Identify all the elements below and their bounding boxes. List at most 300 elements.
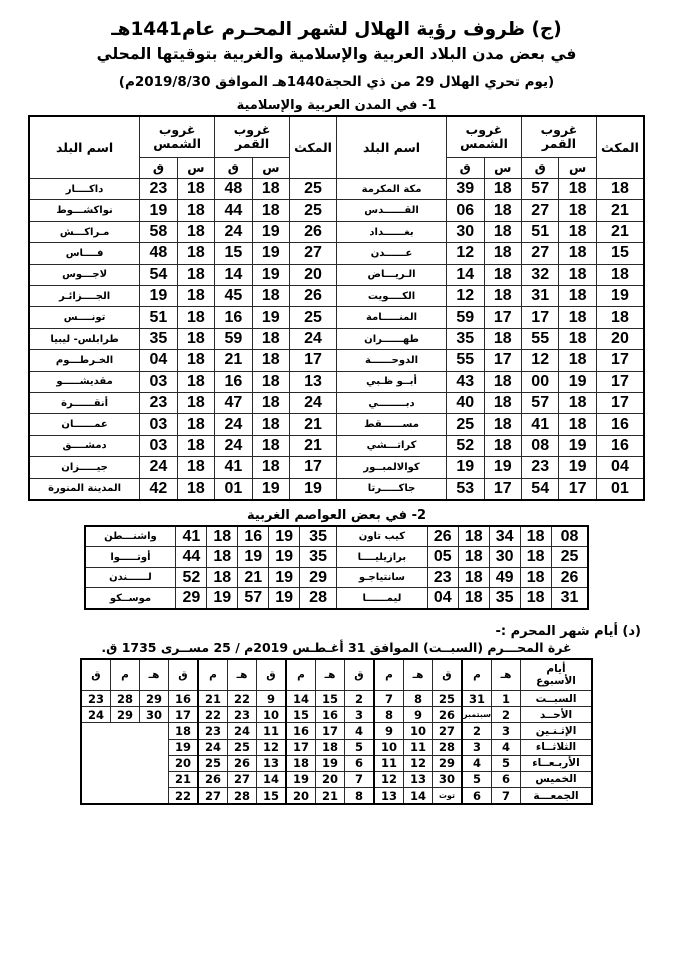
- cell-moonset-minute-right: 59: [215, 328, 252, 349]
- cell-coptic: 10: [257, 707, 287, 723]
- cell-moonset-minute-left: 27: [521, 243, 558, 264]
- cell-moonset-hour-right: 18: [252, 414, 289, 435]
- cell-weekday: الجمعـــة: [521, 788, 593, 805]
- cell-stay-right: 28: [300, 588, 337, 609]
- cell-sunset-hour-right: 18: [177, 307, 214, 328]
- month-days-thead: [81, 659, 592, 691]
- cell-coptic: 21: [169, 771, 199, 787]
- cell-moonset-minute-left: 12: [521, 350, 558, 371]
- cell-sunset-minute-left: 19: [447, 457, 484, 478]
- month-days-tbody: [81, 690, 592, 804]
- cell-hijri: 13: [404, 771, 433, 787]
- cell-stay-left: 21: [596, 221, 644, 242]
- cell-hijri: 5: [492, 755, 521, 771]
- cell-coptic: 8: [345, 788, 375, 805]
- cell-sunset-minute-right: 24: [140, 457, 177, 478]
- cell-sunset-hour-left: 18: [458, 588, 489, 609]
- cell-stay-right: 19: [290, 478, 337, 500]
- cell-sunset-minute-left: 39: [447, 179, 484, 200]
- cell-moonset-hour-right: 18: [252, 350, 289, 371]
- cell-moonset-minute-right: 24: [215, 435, 252, 456]
- cell-hijri: 21: [316, 788, 345, 805]
- table-row: [81, 788, 592, 805]
- cell-gregorian: [111, 739, 140, 755]
- header-weekday: أيام الأسبوع: [521, 659, 593, 691]
- cell-moonset-minute-right: 41: [215, 457, 252, 478]
- cell-hijri: 28: [228, 788, 257, 805]
- cell-stay-left: 17: [596, 350, 644, 371]
- cell-sunset-minute-left: 25: [447, 414, 484, 435]
- cell-stay-left: 04: [596, 457, 644, 478]
- cell-moonset-hour-left: 17: [559, 478, 596, 500]
- cell-sunset-hour-left: 17: [484, 307, 521, 328]
- cell-moonset-minute-right: 01: [215, 478, 252, 500]
- cell-stay-right: 24: [290, 328, 337, 349]
- cell-coptic: [81, 788, 111, 805]
- cell-moonset-minute-left: 51: [521, 221, 558, 242]
- header-sunset-min-left: ق: [447, 158, 484, 179]
- cell-sunset-minute-right: 03: [140, 371, 177, 392]
- table-row: [29, 350, 644, 371]
- cell-moonset-minute-left: 49: [489, 567, 520, 588]
- cell-gregorian: 4: [462, 755, 492, 771]
- cell-sunset-minute-right: 23: [140, 179, 177, 200]
- cell-sunset-minute-left: 53: [447, 478, 484, 500]
- cell-moonset-minute-right: 57: [238, 588, 269, 609]
- cell-moonset-hour-left: 18: [559, 414, 596, 435]
- header-coptic-1: ق: [345, 659, 375, 691]
- section3-subheading: غرة المحـــرم (السبــت) الموافق 31 أغـطـس 2019م / 25 مســرى 1735 ق.: [101, 639, 572, 655]
- cell-coptic: 11: [257, 723, 287, 739]
- cell-moonset-minute-right: 47: [215, 393, 252, 414]
- cell-sunset-minute-right: 54: [140, 264, 177, 285]
- cell-moonset-hour-left: 18: [520, 526, 551, 547]
- cell-sunset-hour-left: 19: [484, 457, 521, 478]
- cell-city-name-right: طرابلس- ليبيا: [29, 328, 140, 349]
- cell-gregorian: 10: [374, 739, 404, 755]
- cell-coptic: [81, 771, 111, 787]
- cell-sunset-hour-right: 18: [177, 435, 214, 456]
- cell-coptic: 20: [169, 755, 199, 771]
- cell-sunset-minute-right: 04: [140, 350, 177, 371]
- cell-city-name-right: الجــــزائـر: [29, 286, 140, 307]
- cell-stay-left: 16: [596, 435, 644, 456]
- cell-coptic: 30: [433, 771, 463, 787]
- cell-sunset-hour-right: 18: [177, 179, 214, 200]
- cell-coptic: 29: [433, 755, 463, 771]
- header-sunset-right: غروب الشمس: [140, 116, 215, 158]
- cell-sunset-hour-right: 18: [177, 414, 214, 435]
- cell-coptic: 12: [257, 739, 287, 755]
- cell-moonset-minute-left: 32: [521, 264, 558, 285]
- cell-city-name-right: تونــــس: [29, 307, 140, 328]
- table-row: [81, 739, 592, 755]
- cell-sunset-minute-right: 42: [140, 478, 177, 500]
- table-row: [29, 435, 644, 456]
- cell-city-name-left: عــــــدن: [337, 243, 447, 264]
- cell-stay-left: 26: [551, 567, 588, 588]
- section3-heading: (د) أيام شهر المحرم :-: [495, 623, 641, 639]
- cell-sunset-hour-right: 18: [177, 371, 214, 392]
- cell-hijri: 11: [404, 739, 433, 755]
- cell-moonset-hour-left: 18: [559, 328, 596, 349]
- cell-coptic: 25: [433, 690, 463, 706]
- cell-coptic: 26: [433, 707, 463, 723]
- cell-moonset-minute-right: 16: [215, 371, 252, 392]
- header-hijri-2: هـ: [316, 659, 345, 691]
- cell-sunset-hour-left: 17: [484, 478, 521, 500]
- document-title-block: [28, 18, 645, 91]
- cell-city-name-right: عمــــــان: [29, 414, 140, 435]
- header-sunset-hour-left: س: [484, 158, 521, 179]
- cell-sunset-hour-right: 18: [177, 286, 214, 307]
- header-gregorian-0: م: [462, 659, 492, 691]
- cell-city-name-left: سانتياجـو: [337, 567, 428, 588]
- cell-moonset-hour-right: 18: [252, 328, 289, 349]
- cell-stay-left: 08: [551, 526, 588, 547]
- cell-city-name-right: دمشــــق: [29, 435, 140, 456]
- cell-gregorian: 27: [198, 788, 228, 805]
- cell-sunset-hour-right: 18: [207, 526, 238, 547]
- cell-moonset-hour-right: 18: [252, 457, 289, 478]
- table-row: [81, 723, 592, 739]
- cell-coptic: 4: [345, 723, 375, 739]
- cell-city-name-right: أوتـــــوا: [85, 547, 176, 568]
- cell-gregorian: [111, 755, 140, 771]
- cell-sunset-minute-right: 35: [140, 328, 177, 349]
- cell-gregorian: 19: [286, 771, 316, 787]
- cell-hijri: 12: [404, 755, 433, 771]
- cell-stay-right: 26: [290, 286, 337, 307]
- cell-coptic: 16: [169, 690, 199, 706]
- cell-city-name-left: القــــــدس: [337, 200, 447, 221]
- cell-moonset-hour-right: 19: [269, 567, 300, 588]
- header-stay-right: المكث: [290, 116, 337, 179]
- cell-city-name-left: كوالالمبــور: [337, 457, 447, 478]
- header-sunset-left: غروب الشمس: [447, 116, 522, 158]
- table-row: [81, 755, 592, 771]
- table-row: [29, 221, 644, 242]
- cell-hijri: 23: [228, 707, 257, 723]
- cell-moonset-minute-left: 17: [521, 307, 558, 328]
- table-row: [81, 707, 592, 723]
- cell-stay-left: 20: [596, 328, 644, 349]
- cell-gregorian: 3: [462, 739, 492, 755]
- cell-coptic: 28: [433, 739, 463, 755]
- cell-gregorian: 25: [198, 755, 228, 771]
- section2-heading: 2- في بعض العواصم الغربية: [246, 507, 427, 523]
- cell-sunset-minute-left: 59: [447, 307, 484, 328]
- cell-gregorian: [111, 723, 140, 739]
- cell-moonset-minute-left: 31: [521, 286, 558, 307]
- cell-coptic: 27: [433, 723, 463, 739]
- cell-hijri: 22: [228, 690, 257, 706]
- islamic-cities-thead: [29, 116, 644, 179]
- table-header-row-1: [29, 116, 644, 158]
- cell-moonset-hour-right: 19: [252, 478, 289, 500]
- page-subtitle: في بعض مدن البلاد العربية والإسلامية والغربية بتوقيتها المحلي: [96, 44, 577, 63]
- cell-hijri: 25: [228, 739, 257, 755]
- table-row: [29, 264, 644, 285]
- cell-city-name-left: دبــــــــي: [337, 393, 447, 414]
- cell-hijri: 26: [228, 755, 257, 771]
- cell-city-name-left: ليمــــــا: [337, 588, 428, 609]
- cell-gregorian: 6: [462, 788, 492, 805]
- cell-sunset-minute-right: 52: [176, 567, 207, 588]
- cell-hijri: 14: [404, 788, 433, 805]
- cell-gregorian: 12: [374, 771, 404, 787]
- cell-sunset-minute-left: 55: [447, 350, 484, 371]
- cell-moonset-minute-right: 15: [215, 243, 252, 264]
- cell-city-name-left: الـريـــاض: [337, 264, 447, 285]
- western-capitals-table: [84, 525, 590, 610]
- header-moonset-hour-left: س: [559, 158, 596, 179]
- cell-coptic: [81, 739, 111, 755]
- cell-sunset-hour-left: 18: [484, 179, 521, 200]
- cell-hijri: 30: [140, 707, 169, 723]
- cell-gregorian: 13: [374, 788, 404, 805]
- cell-coptic: 17: [169, 707, 199, 723]
- cell-city-name-right: لــــــندن: [85, 567, 176, 588]
- cell-sunset-minute-right: 51: [140, 307, 177, 328]
- cell-coptic: [81, 723, 111, 739]
- cell-gregorian: 2: [462, 723, 492, 739]
- header-moonset-right: غروب القمر: [215, 116, 290, 158]
- cell-sunset-hour-left: 18: [484, 435, 521, 456]
- cell-city-name-right: لاجـــوس: [29, 264, 140, 285]
- page-date-note: (يوم تحري الهلال 29 من ذي الحجة1440هـ الموافق 2019/8/30م): [118, 73, 555, 90]
- cell-coptic: 14: [257, 771, 287, 787]
- cell-hijri: 17: [316, 723, 345, 739]
- cell-stay-right: 17: [290, 457, 337, 478]
- cell-hijri: 4: [492, 739, 521, 755]
- cell-sunset-hour-left: 17: [484, 350, 521, 371]
- table-row: [29, 457, 644, 478]
- cell-sunset-hour-right: 18: [177, 221, 214, 242]
- header-coptic-0: ق: [433, 659, 463, 691]
- cell-gregorian: 5: [462, 771, 492, 787]
- table-row: [85, 547, 589, 568]
- cell-moonset-minute-right: 45: [215, 286, 252, 307]
- cell-hijri: 9: [404, 707, 433, 723]
- cell-gregorian: 7: [374, 690, 404, 706]
- cell-sunset-minute-right: 19: [140, 200, 177, 221]
- cell-gregorian: 9: [374, 723, 404, 739]
- month-days-header-row: [81, 659, 592, 691]
- cell-moonset-hour-right: 19: [252, 221, 289, 242]
- header-gregorian-1: م: [374, 659, 404, 691]
- cell-weekday: الثلاثــاء: [521, 739, 593, 755]
- cell-sunset-hour-left: 18: [484, 328, 521, 349]
- cell-city-name-left: الدوحــــــة: [337, 350, 447, 371]
- cell-coptic: 23: [81, 690, 111, 706]
- cell-sunset-minute-right: 03: [140, 435, 177, 456]
- cell-city-name-left: الكــــويت: [337, 286, 447, 307]
- cell-city-name-left: جاكـــــرتا: [337, 478, 447, 500]
- cell-sunset-minute-right: 23: [140, 393, 177, 414]
- cell-coptic: 6: [345, 755, 375, 771]
- cell-sunset-minute-right: 41: [176, 526, 207, 547]
- cell-moonset-minute-right: 21: [238, 567, 269, 588]
- cell-sunset-minute-left: 12: [447, 243, 484, 264]
- cell-stay-right: 25: [290, 307, 337, 328]
- cell-hijri: 29: [140, 690, 169, 706]
- cell-coptic: 2: [345, 690, 375, 706]
- cell-stay-right: 20: [290, 264, 337, 285]
- table-row: [29, 414, 644, 435]
- cell-hijri: 6: [492, 771, 521, 787]
- cell-stay-right: 35: [300, 547, 337, 568]
- cell-sunset-hour-left: 18: [458, 547, 489, 568]
- cell-sunset-minute-left: 06: [447, 200, 484, 221]
- header-hijri-4: هـ: [140, 659, 169, 691]
- cell-hijri: 20: [316, 771, 345, 787]
- cell-moonset-minute-left: 27: [521, 200, 558, 221]
- table-row: [29, 200, 644, 221]
- page-title: (ج) ظروف رؤية الهلال لشهر المحـرم عام1441هـ: [111, 19, 562, 40]
- cell-hijri: 10: [404, 723, 433, 739]
- cell-moonset-minute-left: 08: [521, 435, 558, 456]
- western-capitals-tbody: [85, 526, 589, 609]
- cell-weekday: الأربـعــاء: [521, 755, 593, 771]
- header-coptic-3: ق: [169, 659, 199, 691]
- cell-moonset-minute-right: 44: [215, 200, 252, 221]
- cell-stay-left: 18: [596, 264, 644, 285]
- cell-moonset-minute-left: 54: [521, 478, 558, 500]
- cell-moonset-hour-left: 18: [559, 221, 596, 242]
- cell-hijri: 27: [228, 771, 257, 787]
- cell-hijri: [140, 723, 169, 739]
- cell-moonset-minute-right: 24: [215, 414, 252, 435]
- cell-gregorian: 31: [462, 690, 492, 706]
- cell-weekday: الخميس: [521, 771, 593, 787]
- table-row: [29, 243, 644, 264]
- cell-sunset-hour-left: 18: [484, 200, 521, 221]
- cell-moonset-hour-right: 18: [252, 286, 289, 307]
- cell-sunset-minute-left: 04: [427, 588, 458, 609]
- header-moonset-min-left: ق: [521, 158, 558, 179]
- cell-city-name-left: أبــو ظـبي: [337, 371, 447, 392]
- cell-gregorian: 28: [111, 690, 140, 706]
- cell-stay-right: 21: [290, 414, 337, 435]
- cell-coptic: 9: [257, 690, 287, 706]
- cell-weekday: الأحــد: [521, 707, 593, 723]
- header-hijri-0: هـ: [492, 659, 521, 691]
- cell-moonset-minute-right: 19: [238, 547, 269, 568]
- cell-hijri: 18: [316, 739, 345, 755]
- table-row: [29, 371, 644, 392]
- table-row: [29, 179, 644, 200]
- cell-sunset-minute-right: 44: [176, 547, 207, 568]
- cell-moonset-minute-right: 48: [215, 179, 252, 200]
- month-days-table: [80, 658, 593, 805]
- cell-coptic: 22: [169, 788, 199, 805]
- table-row: [29, 393, 644, 414]
- cell-coptic: 18: [169, 723, 199, 739]
- table-row: [81, 771, 592, 787]
- cell-gregorian: 11: [374, 755, 404, 771]
- header-moonset-min-right: ق: [215, 158, 252, 179]
- cell-moonset-hour-left: 18: [520, 547, 551, 568]
- cell-hijri: 2: [492, 707, 521, 723]
- cell-moonset-hour-left: 18: [520, 588, 551, 609]
- cell-city-name-right: داكــــار: [29, 179, 140, 200]
- table-row: [29, 307, 644, 328]
- cell-moonset-hour-left: 18: [559, 243, 596, 264]
- cell-hijri: 1: [492, 690, 521, 706]
- cell-moonset-minute-left: 30: [489, 547, 520, 568]
- cell-moonset-hour-right: 19: [252, 243, 289, 264]
- cell-moonset-hour-left: 18: [559, 264, 596, 285]
- cell-sunset-hour-right: 18: [207, 567, 238, 588]
- header-hijri-1: هـ: [404, 659, 433, 691]
- cell-coptic: 19: [169, 739, 199, 755]
- cell-moonset-hour-left: 18: [520, 567, 551, 588]
- table-row: [85, 567, 589, 588]
- cell-moonset-minute-right: 24: [215, 221, 252, 242]
- cell-moonset-hour-right: 19: [252, 264, 289, 285]
- cell-moonset-hour-right: 19: [269, 588, 300, 609]
- cell-gregorian: [111, 771, 140, 787]
- header-stay-left: المكث: [596, 116, 644, 179]
- cell-hijri: 15: [316, 690, 345, 706]
- table-row: [85, 588, 589, 609]
- cell-sunset-hour-right: 18: [177, 264, 214, 285]
- cell-moonset-minute-left: 35: [489, 588, 520, 609]
- cell-city-name-left: كراتـــشي: [337, 435, 447, 456]
- cell-sunset-minute-left: 05: [427, 547, 458, 568]
- cell-hijri: [140, 739, 169, 755]
- cell-sunset-minute-left: 23: [427, 567, 458, 588]
- cell-sunset-hour-left: 18: [484, 414, 521, 435]
- cell-city-name-left: بغــــــداد: [337, 221, 447, 242]
- cell-sunset-minute-left: 40: [447, 393, 484, 414]
- cell-sunset-hour-left: 18: [458, 526, 489, 547]
- cell-gregorian: 17: [286, 739, 316, 755]
- cell-stay-right: 29: [300, 567, 337, 588]
- cell-moonset-minute-right: 21: [215, 350, 252, 371]
- cell-sunset-minute-right: 29: [176, 588, 207, 609]
- islamic-cities-tbody: [29, 179, 644, 500]
- cell-coptic: توت: [433, 788, 463, 805]
- cell-gregorian: 15: [286, 707, 316, 723]
- cell-sunset-hour-right: 18: [177, 200, 214, 221]
- cell-stay-left: 31: [551, 588, 588, 609]
- cell-stay-right: 26: [290, 221, 337, 242]
- cell-moonset-hour-right: 18: [252, 200, 289, 221]
- cell-coptic: 24: [81, 707, 111, 723]
- cell-moonset-minute-right: 14: [215, 264, 252, 285]
- header-gregorian-3: م: [198, 659, 228, 691]
- cell-moonset-hour-left: 18: [559, 200, 596, 221]
- cell-sunset-minute-left: 52: [447, 435, 484, 456]
- cell-moonset-hour-right: 18: [252, 179, 289, 200]
- cell-stay-right: 17: [290, 350, 337, 371]
- cell-moonset-minute-right: 16: [238, 526, 269, 547]
- cell-stay-left: 18: [596, 179, 644, 200]
- cell-coptic: 7: [345, 771, 375, 787]
- cell-city-name-left: مكة المكرمة: [337, 179, 447, 200]
- cell-stay-left: 18: [596, 307, 644, 328]
- cell-hijri: [140, 788, 169, 805]
- cell-sunset-minute-right: 03: [140, 414, 177, 435]
- table-row: [85, 526, 589, 547]
- cell-city-name-left: المنـــــامة: [337, 307, 447, 328]
- cell-sunset-minute-left: 26: [427, 526, 458, 547]
- cell-gregorian: سبتمبر: [462, 707, 492, 723]
- cell-sunset-hour-right: 18: [177, 393, 214, 414]
- cell-weekday: الإثـنـين: [521, 723, 593, 739]
